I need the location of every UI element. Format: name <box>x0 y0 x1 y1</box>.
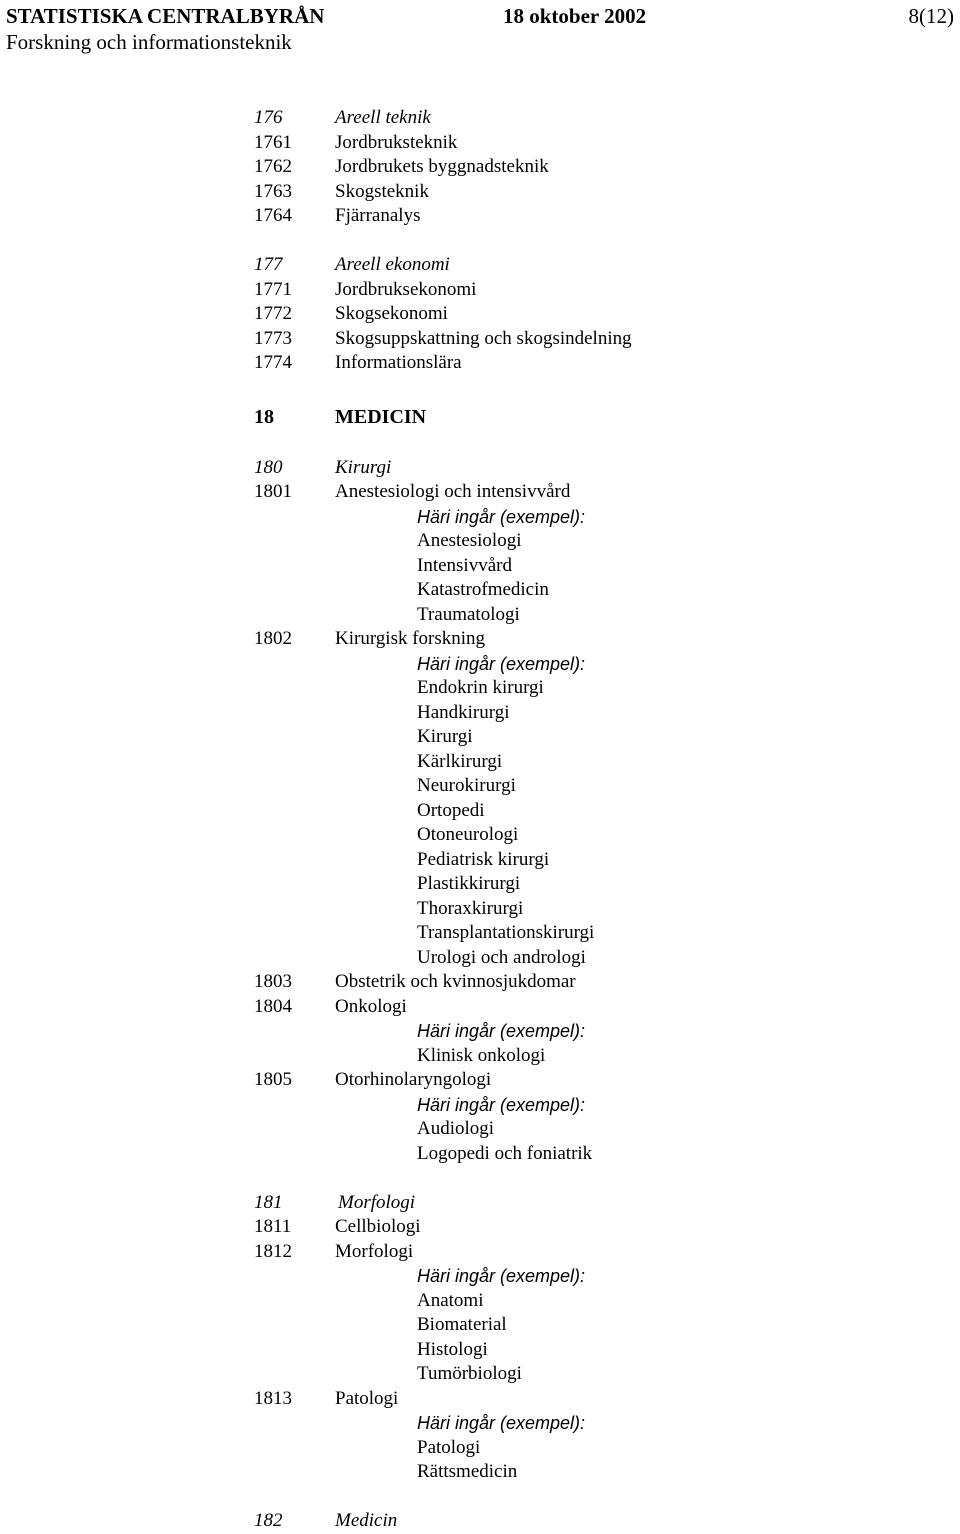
example-label: Otoneurologi <box>417 824 519 845</box>
group-label: Areell ekonomi <box>335 254 450 275</box>
list-item <box>0 155 960 180</box>
example-label: Klinisk onkologi <box>417 1044 546 1066</box>
example-item <box>0 1117 960 1142</box>
group-row <box>0 253 960 278</box>
example-label: Patologi <box>417 1436 481 1458</box>
example-item <box>0 603 960 628</box>
example-label: Intensivvård <box>417 554 512 576</box>
group-code: 176 <box>254 107 283 128</box>
list-item <box>0 327 960 352</box>
group-code: 182 <box>254 1510 283 1531</box>
example-label: Tumörbiologi <box>417 1363 522 1384</box>
item-label: Anestesiologi och intensivvård <box>335 481 571 502</box>
example-label: Audiologi <box>417 1118 495 1139</box>
example-note-label: Häri ingår (exempel): <box>417 1413 586 1433</box>
list-item <box>0 204 960 229</box>
example-label: Traumatologi <box>417 603 520 625</box>
example-note <box>0 1019 960 1044</box>
item-code: 1762 <box>254 156 292 177</box>
group-code: 181 <box>254 1191 283 1213</box>
example-item <box>0 872 960 897</box>
group-row <box>0 106 960 131</box>
example-item <box>0 676 960 701</box>
example-item <box>0 1313 960 1338</box>
example-note <box>0 505 960 530</box>
page-number: 8(12) <box>908 4 954 28</box>
example-label: Anatomi <box>417 1289 484 1311</box>
example-item <box>0 701 960 726</box>
example-item <box>0 1436 960 1461</box>
example-item <box>0 529 960 554</box>
section-code: 18 <box>254 405 274 428</box>
item-label: Jordbrukets byggnadsteknik <box>335 156 549 177</box>
example-item <box>0 848 960 873</box>
item-code: 1812 <box>254 1240 292 1262</box>
item-label: Obstetrik och kvinnosjukdomar <box>335 971 576 992</box>
example-label: Anestesiologi <box>417 530 522 551</box>
item-code: 1801 <box>254 481 292 502</box>
group-row <box>0 456 960 481</box>
list-item <box>0 995 960 1020</box>
list-item <box>0 627 960 652</box>
list-item <box>0 278 960 303</box>
item-code: 1772 <box>254 303 292 324</box>
example-item <box>0 774 960 799</box>
list-item <box>0 1215 960 1240</box>
group-row <box>0 1509 960 1534</box>
item-label: Informationslära <box>335 352 462 373</box>
example-note <box>0 1411 960 1436</box>
example-label: Neurokirurgi <box>417 775 516 796</box>
list-item <box>0 302 960 327</box>
example-label: Plastikkirurgi <box>417 873 521 894</box>
list-item <box>0 351 960 376</box>
example-label: Logopedi och foniatrik <box>417 1142 593 1164</box>
item-label: Patologi <box>335 1387 399 1409</box>
list-item <box>0 970 960 995</box>
example-item <box>0 921 960 946</box>
item-code: 1813 <box>254 1387 292 1409</box>
item-label: Kirurgisk forskning <box>335 628 486 649</box>
example-note-label: Häri ingår (exempel): <box>417 1266 586 1286</box>
group-label: Areell teknik <box>335 107 431 128</box>
example-item <box>0 946 960 971</box>
item-label: Jordbruksteknik <box>335 131 458 153</box>
example-item <box>0 578 960 603</box>
item-code: 1804 <box>254 995 292 1017</box>
item-label: Skogsekonomi <box>335 303 448 324</box>
example-item <box>0 554 960 579</box>
example-label: Handkirurgi <box>417 701 510 723</box>
example-item <box>0 1460 960 1485</box>
example-item <box>0 750 960 775</box>
example-label: Kärlkirurgi <box>417 750 503 772</box>
item-label: Jordbruksekonomi <box>335 278 477 300</box>
item-code: 1764 <box>254 205 292 226</box>
example-item <box>0 1142 960 1167</box>
section-heading <box>0 404 960 431</box>
example-item <box>0 897 960 922</box>
item-code: 1773 <box>254 327 292 349</box>
organization-name: STATISTISKA CENTRALBYRÅN <box>6 4 325 28</box>
example-item <box>0 1338 960 1363</box>
example-note <box>0 652 960 677</box>
example-label: Transplantationskirurgi <box>417 922 595 943</box>
group-label: Medicin <box>335 1510 398 1531</box>
item-label: Onkologi <box>335 995 407 1017</box>
item-label: Morfologi <box>335 1240 414 1262</box>
example-note-label: Häri ingår (exempel): <box>417 1094 586 1115</box>
list-item <box>0 1240 960 1265</box>
example-label: Thoraxkirurgi <box>417 897 524 919</box>
list-item <box>0 480 960 505</box>
example-label: Histologi <box>417 1338 488 1360</box>
group-label: Morfologi <box>338 1191 416 1213</box>
section-label: MEDICIN <box>335 405 427 428</box>
item-code: 1811 <box>254 1216 292 1237</box>
group-row <box>0 1191 960 1216</box>
item-code: 1774 <box>254 352 292 373</box>
example-note <box>0 1093 960 1118</box>
item-code: 1802 <box>254 628 292 649</box>
group-code: 177 <box>254 254 283 275</box>
group-code: 180 <box>254 456 283 478</box>
list-item <box>0 1387 960 1412</box>
example-label: Biomaterial <box>417 1314 507 1335</box>
list-item <box>0 180 960 205</box>
item-code: 1761 <box>254 131 292 153</box>
document-date: 18 oktober 2002 <box>503 4 647 28</box>
list-item <box>0 131 960 156</box>
example-item <box>0 1362 960 1387</box>
item-label: Skogsteknik <box>335 180 429 202</box>
example-note <box>0 1264 960 1289</box>
example-item <box>0 1044 960 1069</box>
item-code: 1805 <box>254 1069 292 1090</box>
example-label: Rättsmedicin <box>417 1461 518 1482</box>
item-label: Cellbiologi <box>335 1216 421 1237</box>
classification-list <box>0 106 960 1534</box>
item-label: Otorhinolaryngologi <box>335 1069 492 1090</box>
example-note-label: Häri ingår (exempel): <box>417 653 586 674</box>
item-code: 1803 <box>254 971 292 992</box>
item-label: Skogsuppskattning och skogsindelning <box>335 327 632 349</box>
department-name: Forskning och informationsteknik <box>6 30 292 54</box>
group-label: Kirurgi <box>335 456 392 478</box>
example-label: Katastrofmedicin <box>417 579 549 600</box>
example-note-label: Häri ingår (exempel): <box>417 506 586 527</box>
page-header <box>0 0 960 56</box>
item-label: Fjärranalys <box>335 205 421 226</box>
example-label: Pediatrisk kirurgi <box>417 848 550 870</box>
example-label: Urologi och andrologi <box>417 946 586 968</box>
example-note-label: Häri ingår (exempel): <box>417 1021 586 1041</box>
item-code: 1771 <box>254 278 292 300</box>
example-item <box>0 799 960 824</box>
example-item <box>0 823 960 848</box>
list-item <box>0 1068 960 1093</box>
example-item <box>0 725 960 750</box>
example-label: Endokrin kirurgi <box>417 677 544 698</box>
example-label: Kirurgi <box>417 726 473 747</box>
example-item <box>0 1289 960 1314</box>
item-code: 1763 <box>254 180 292 202</box>
example-label: Ortopedi <box>417 799 485 821</box>
